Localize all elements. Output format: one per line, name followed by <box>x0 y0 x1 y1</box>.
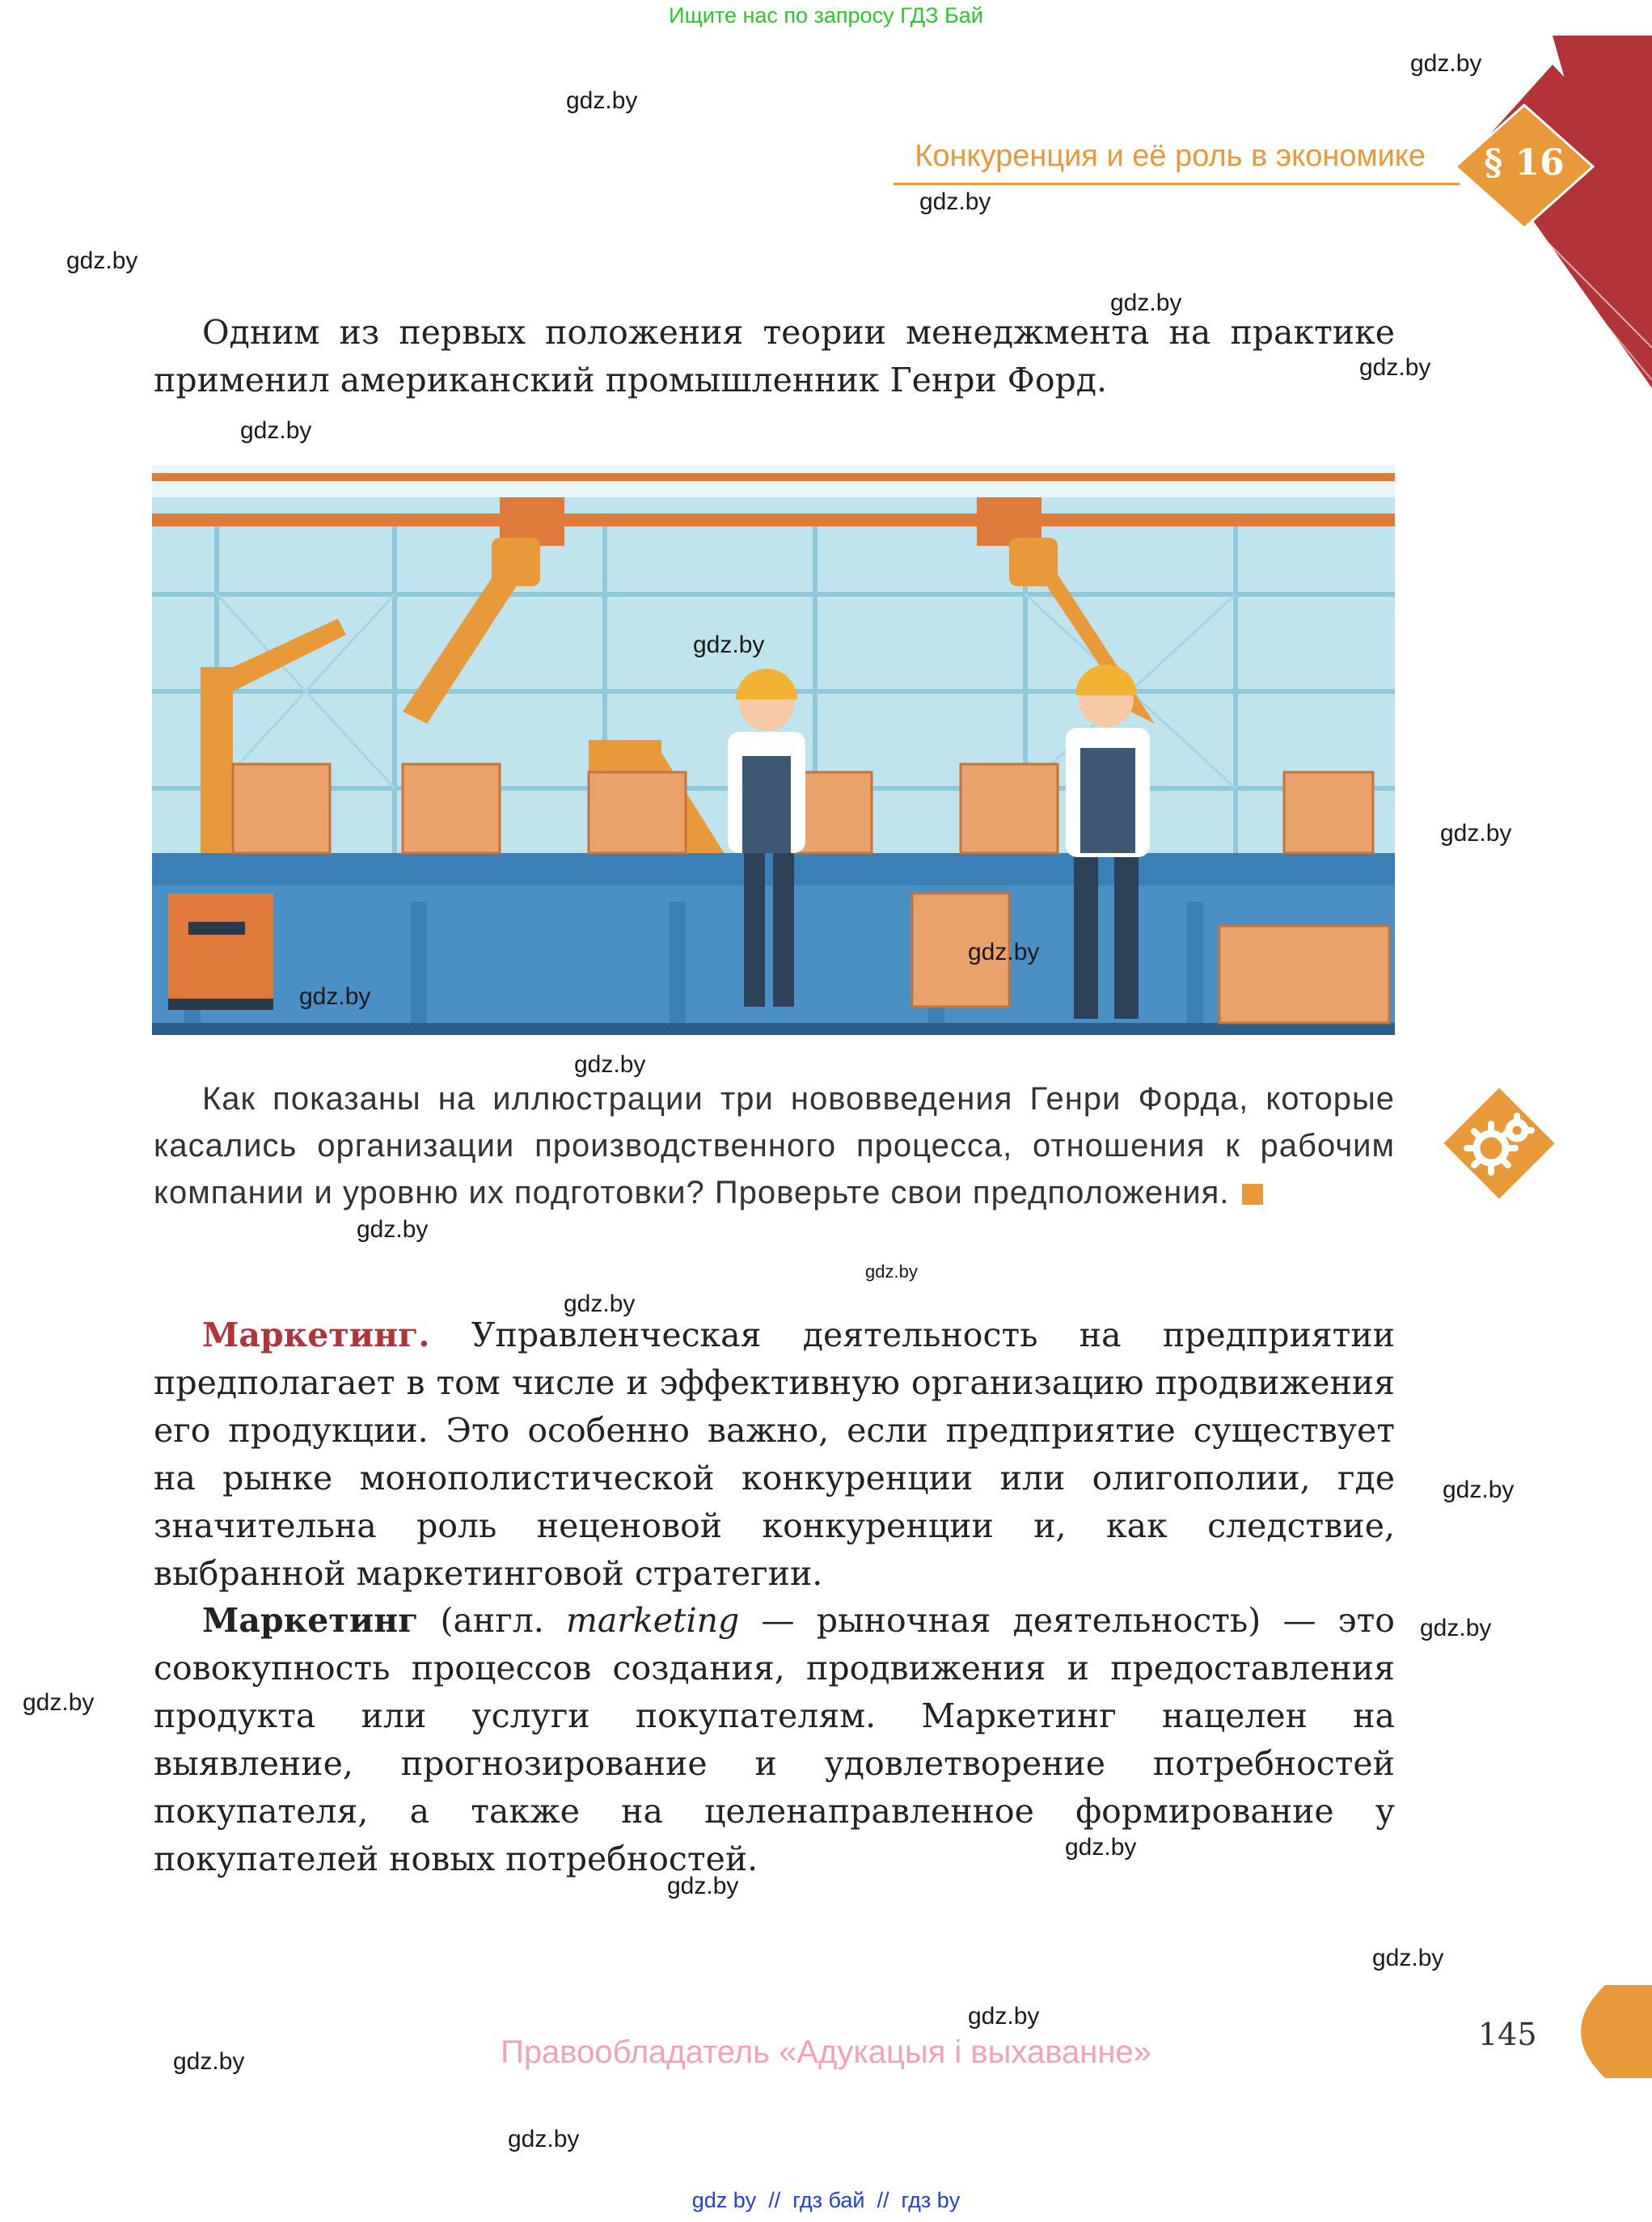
watermark: gdz.by <box>1359 354 1431 381</box>
watermark: gdz.by <box>1420 1615 1492 1641</box>
watermark: gdz.by <box>865 1261 918 1282</box>
end-square-marker <box>1242 1184 1263 1205</box>
watermark: gdz.by <box>919 188 991 215</box>
watermark: gdz.by <box>66 247 138 274</box>
intro-text: Одним из первых положения теории менеджмента на практике применил американский промышленник Генри Форд. <box>154 313 1395 399</box>
watermark: gdz.by <box>564 1291 636 1317</box>
bottom-links[interactable]: gdz by // гдз бай // гдз by <box>691 2188 961 2212</box>
top-search-banner[interactable]: Ищите нас по запросу ГДЗ Бай <box>669 3 983 27</box>
copyright-footer: Правообладатель «Адукацыя і выхаванне» <box>501 2034 1151 2070</box>
watermark: gdz.by <box>667 1873 739 1899</box>
watermark: gdz.by <box>240 417 312 444</box>
watermark: gdz.by <box>1440 820 1512 847</box>
definition-term: Маркетинг <box>202 1601 419 1640</box>
watermark: gdz.by <box>968 939 1040 965</box>
watermark: gdz.by <box>968 2003 1040 2030</box>
watermark: gdz.by <box>299 983 371 1010</box>
marketing-text: Управленческая деятельность на предприятии предполагает в том числе и эффективную организацию продвижения его продукции. Это особенно важно, если предприятие существует на рынке монополистической конкуренции или олигополии, где значительна роль неценовой конкуренции и, как следствие, выбранной маркетинговой стратегии. <box>154 1316 1395 1593</box>
page-number: 145 <box>1478 2017 1537 2052</box>
question-text: Как показаны на иллюстрации три нововведения Генри Форда, которые касались организации производственного процесса, отношения к рабочим компании и уровню их подготовки? Проверьте свои предположения. <box>154 1081 1395 1210</box>
watermark: gdz.by <box>574 1051 646 1078</box>
marketing-paragraph <box>154 1312 1395 1598</box>
definition-paragraph <box>154 1597 1395 1883</box>
gears-icon <box>1439 1084 1559 1203</box>
watermark: gdz.by <box>1065 1834 1137 1861</box>
watermark: gdz.by <box>508 2126 580 2152</box>
chapter-title: Конкуренция и её роль в экономике <box>915 139 1426 173</box>
marketing-heading: Маркетинг. <box>202 1316 430 1354</box>
definition-text: — рыночная деятельность) — это совокупность процессов создания, продвижения и предоставления продукта или услуги покупателям. Маркетинг нацелен на выявление, прогнозирование и удовлетворение потребностей покупателя, а также на целенаправленное формирование у покупателей новых потребностей. <box>154 1601 1395 1878</box>
watermark: gdz.by <box>1410 50 1482 77</box>
section-badge-label: § 16 <box>1484 142 1565 184</box>
definition-foreign-word: marketing <box>566 1601 740 1640</box>
definition-prefix: (англ. <box>440 1601 544 1640</box>
header-divider <box>894 183 1460 185</box>
watermark: gdz.by <box>173 2048 245 2075</box>
activity-question <box>154 1075 1395 1216</box>
watermark: gdz.by <box>23 1689 95 1716</box>
factory-illustration <box>152 465 1395 1035</box>
watermark: gdz.by <box>693 632 765 658</box>
watermark: gdz.by <box>1372 1945 1444 1971</box>
watermark: gdz.by <box>1110 289 1182 316</box>
watermark: gdz.by <box>357 1216 429 1243</box>
watermark: gdz.by <box>566 87 638 114</box>
watermark: gdz.by <box>1443 1476 1515 1503</box>
intro-paragraph <box>154 309 1395 404</box>
